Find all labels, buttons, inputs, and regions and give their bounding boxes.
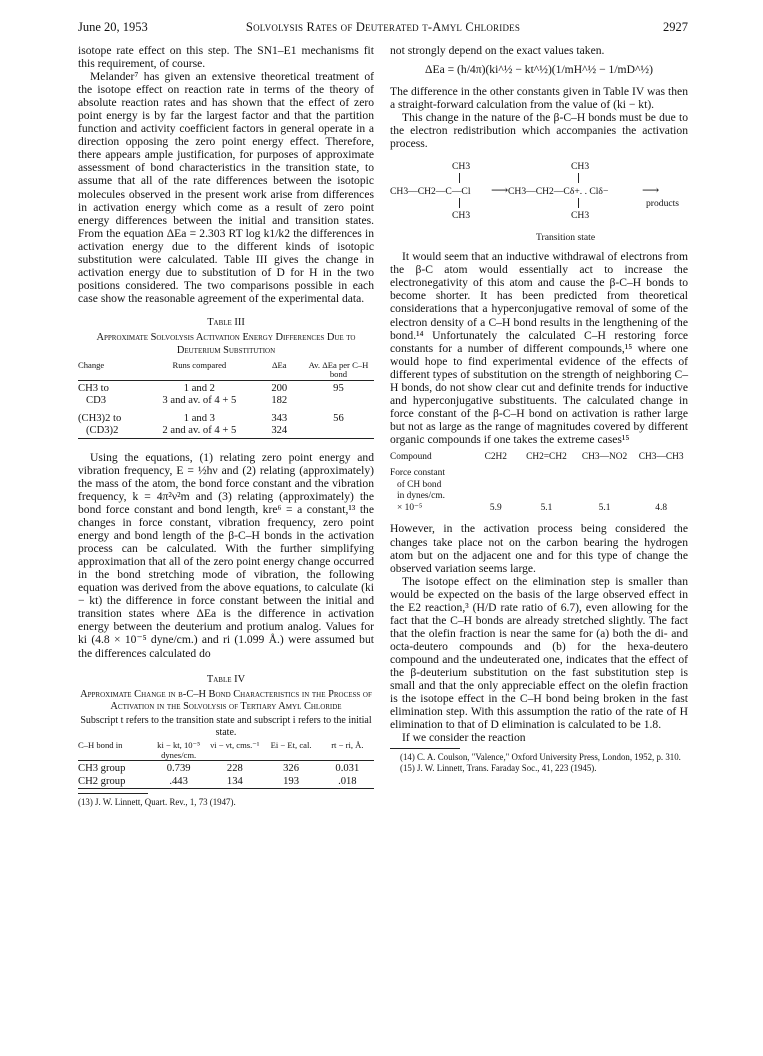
right-column: [390, 44, 688, 774]
table-row: [390, 491, 688, 503]
header-date: June 20, 1953: [78, 20, 148, 34]
table-cell: CD3: [86, 395, 107, 407]
paragraph: This change in the nature of the β-C–H bonds must be due to the electron redistribution which accompanies the activation process.: [390, 111, 688, 151]
table-caption: Approximate Solvolysis Activation Energy Differences Due to Deuterium Substitution: [96, 332, 356, 356]
table-cell: 5.1: [540, 502, 553, 513]
force-constant-table: [390, 452, 688, 515]
table-iii-grid: [78, 361, 374, 439]
row-label: of CH bond: [397, 479, 442, 490]
table-cell: CH3 group: [78, 763, 126, 775]
equation: ΔEa = (h/4π)(ki^½ − kt^½)(1/mH^½ − 1/mD^½): [425, 63, 653, 77]
column-header: Runs compared: [143, 361, 255, 381]
table-header-row: [390, 452, 688, 464]
reaction-scheme: [390, 158, 688, 250]
scheme-arrow: ⟶: [642, 183, 660, 198]
table-cell: 326: [283, 763, 300, 775]
left-column: [78, 44, 374, 808]
table-cell: (CD3)2: [78, 425, 143, 438]
scheme-methyl-top: CH3: [452, 161, 471, 173]
table-row: [390, 503, 688, 515]
table-cell: 228: [226, 763, 243, 775]
table-cell: 2 and av. of 4 + 5: [143, 425, 255, 438]
table-cell: 5.1: [598, 502, 611, 513]
table-cell: .018: [321, 776, 374, 789]
scheme-products: products: [646, 198, 680, 210]
table-iv: [78, 674, 374, 790]
table-label: Table III: [207, 316, 245, 328]
table-iii: [78, 317, 374, 439]
paragraph: Using the equations, (1) relating zero point energy and vibration frequency, E = ½hν and (2) relating (approximately) the mass of the atom, the bond force constant and the vibration frequency, k = 4π²ν²m and (3) relating (approximately) the bond force constant and bond length, kre⁶ = a constant,¹³ the changes in force constant, vibration frequency, zero point energy and bond length of the β-C–H bonds in the activation process can be calculated. With the further simplifying approximation that all of the zero point energy change occurred in the bond stretching mode of vibration, the following equation was derived from the above equations, to calculate (ki − kt) the difference in force constant between the initial and transition states where ΔEa is the difference in activation energy between the deuterium and protium analog. Values for ki (4.8 × 10⁻⁵ dyne/cm.) and ri (1.099 Å.) were assumed but the differences calculated do: [78, 450, 374, 660]
column-header: Change: [78, 361, 143, 381]
table-row: [78, 776, 374, 789]
table-cell: .443: [149, 776, 208, 789]
table-cell: 134: [208, 776, 261, 789]
paragraph: isotope rate effect on this step. The SN1–E1 mechanisms fit this requirement, of course.: [78, 44, 374, 71]
column-header: νi − νt, cms.⁻¹: [208, 741, 261, 761]
table-row: [78, 380, 374, 395]
table-header-row: [78, 361, 374, 381]
paragraph: If we consider the reaction: [402, 731, 526, 745]
table-cell: [303, 425, 374, 438]
row-label: Force constant: [390, 468, 445, 479]
table-caption: Approximate Change in β-C–H Bond Characteristics in the Process of Activation in the Solvolysis of Tertiary Amyl Chloride: [80, 688, 372, 713]
table-cell: 1 and 3: [183, 412, 215, 424]
paragraph: However, in the activation process being considered the changes take place not on the carbon bearing the hydrogen atom but on the adjacent one and for this type of change the observed variation seems large.: [390, 522, 688, 575]
page-number: 2927: [663, 20, 688, 34]
table-cell: 343: [271, 412, 288, 424]
paragraph: not strongly depend on the exact values taken.: [390, 44, 605, 57]
table-header-row: [78, 741, 374, 761]
table-row: [78, 408, 374, 426]
running-header: [78, 20, 688, 36]
footnote: (14) C. A. Coulson, "Valence," Oxford University Press, London, 1952, p. 310.: [400, 752, 681, 763]
table-cell: 0.031: [335, 763, 360, 775]
column-header: C2H2: [484, 451, 507, 462]
header-title: Solvolysis Rates of Deuterated t-Amyl Chlorides: [245, 20, 521, 34]
table-row: [78, 761, 374, 776]
table-cell: [303, 395, 374, 408]
table-row: [78, 425, 374, 438]
scheme-transition: CH3—CH2—Cδ+. . Clδ−: [508, 186, 609, 198]
table-cell: 95: [333, 382, 344, 394]
table-row: [390, 480, 688, 492]
scheme-arrow: ⟶: [491, 183, 509, 198]
table-note: Subscript t refers to the transition state and subscript i refers to the initial state.: [80, 715, 372, 738]
row-label: in dynes/cm.: [397, 491, 445, 502]
scheme-bond: [578, 198, 579, 208]
table-cell: 0.739: [166, 763, 191, 775]
paragraph: It would seem that an inductive withdrawal of electrons from the β-C atom would essentially act to increase the electronegativity of this atom and cause the β-C–H bonds to become shorter. It has been predicted from theoretical considerations that a hyperconjugative removal of some of the electron density of a C–H bond results in the lengthening of the bond.¹⁴ Unfortunately the calculated C–H restoring force constants for a number of different compounds,¹⁵ where one would hope to find experimental evidence of the effects of different types of substitution on the strength of neighboring C–H bonds, do not show clear cut and definite trends for inductive and hyperconjugative substituents. The calculated change in force constant of the β-C–H bond on activation is rather large but not as large as the range of magnitudes covered by different organic compounds if one takes the extreme cases¹⁵: [390, 250, 688, 446]
table-cell: 200: [271, 382, 288, 394]
paragraph: The difference in the other constants given in Table IV was then a straight-forward calculation from the value of (ki − kt).: [390, 85, 688, 112]
table-cell: 193: [261, 776, 320, 789]
column-header: Av. ΔEa per C–H bond: [303, 361, 374, 381]
column-header: Compound: [390, 451, 432, 462]
scheme-label: Transition state: [536, 232, 596, 244]
table-cell: CH3 to: [78, 382, 109, 394]
table-cell: 182: [271, 395, 288, 407]
table-cell: 3 and av. of 4 + 5: [162, 395, 237, 407]
footnote: (13) J. W. Linnett, Quart. Rev., 1, 73 (1947).: [78, 797, 236, 808]
row-label: × 10⁻⁵: [397, 502, 423, 513]
column-header: CH3—CH3: [638, 451, 684, 462]
column-header: ΔEa: [256, 361, 303, 381]
column-header: CH2=CH2: [526, 451, 567, 462]
table-cell: 5.9: [489, 502, 502, 513]
table-cell: 324: [256, 425, 303, 438]
paragraph: Melander⁷ has given an extensive theoretical treatment of the isotope effect on reaction rate in terms of the theory of absolute reaction rates and has shown that the effect of zero point energy is by far the largest factor and that the partition function and activity coefficient factors in general operate in a direction opposing the zero point energy effect. Therefore, there appears ample justification, for purposes of approximate assessment of bond characteristics in the transition state, to assume that all of the rate differences between the isotopic molecules observed in the present work arise from differences in activation energy which come as a result of zero point energy differences between the initial and transition states. From the equation ΔEa = 2.303 RT log k1/k2 the differences in activation energy due to the different kinds of isotopic substitution were calculated. Table III gives the change in activation energy due to substitution of D for H in the two positions considered. The two comparisons possible in each case show the reasonable agreement of the experimental data.: [78, 70, 374, 305]
footnote-rule: [78, 793, 148, 794]
table-row: [390, 463, 688, 480]
table-label: Table IV: [206, 673, 246, 685]
column-header: C–H bond in: [78, 741, 149, 761]
table-row: [78, 395, 374, 408]
scheme-bond: [459, 173, 460, 183]
table-iv-grid: [78, 741, 374, 789]
column-header: ki − kt, 10⁻⁵ dynes/cm.: [149, 741, 208, 761]
scheme-reactant: CH3—CH2—C—Cl: [390, 186, 471, 198]
scheme-methyl-top: CH3: [571, 161, 590, 173]
table-cell: (CH3)2 to: [78, 412, 122, 424]
scheme-bond: [578, 173, 579, 183]
table-cell: 56: [333, 412, 344, 424]
column-header: rt − ri, Å.: [321, 741, 374, 761]
column-header: Ei − Et, cal.: [261, 741, 320, 761]
table-cell: 1 and 2: [183, 382, 215, 394]
table-cell: CH2 group: [78, 776, 149, 789]
table-cell: 4.8: [655, 502, 668, 513]
scheme-methyl-bottom: CH3: [571, 210, 590, 222]
paragraph: The isotope effect on the elimination step is smaller than would be expected on the basis of the large observed effect in the E2 reaction,³ (H/D rate ratio of 6.7), even allowing for the fact that the C–H bonds are already stretched slightly. The fact that the olefin fraction is near the same for (a) both the di- and octa-deutero compounds and (b) for the hexa-deutero compound and the undeuterated one, indicates that the effect of the β-deuterium substitution on the fast substitution step is small and that the only appreciable effect on the olefin fraction is the isotope effect in the C–H bond being broken in the fast elimination step. With this assumption the ratio of the rate of H elimination to that of D elimination is calculated to be 1.8.: [390, 574, 688, 732]
scheme-bond: [459, 198, 460, 208]
footnote-rule: [390, 748, 460, 749]
column-header: CH3—NO2: [581, 451, 628, 462]
footnote: (15) J. W. Linnett, Trans. Faraday Soc., 41, 223 (1945).: [400, 763, 597, 774]
scheme-methyl-bottom: CH3: [452, 210, 471, 222]
